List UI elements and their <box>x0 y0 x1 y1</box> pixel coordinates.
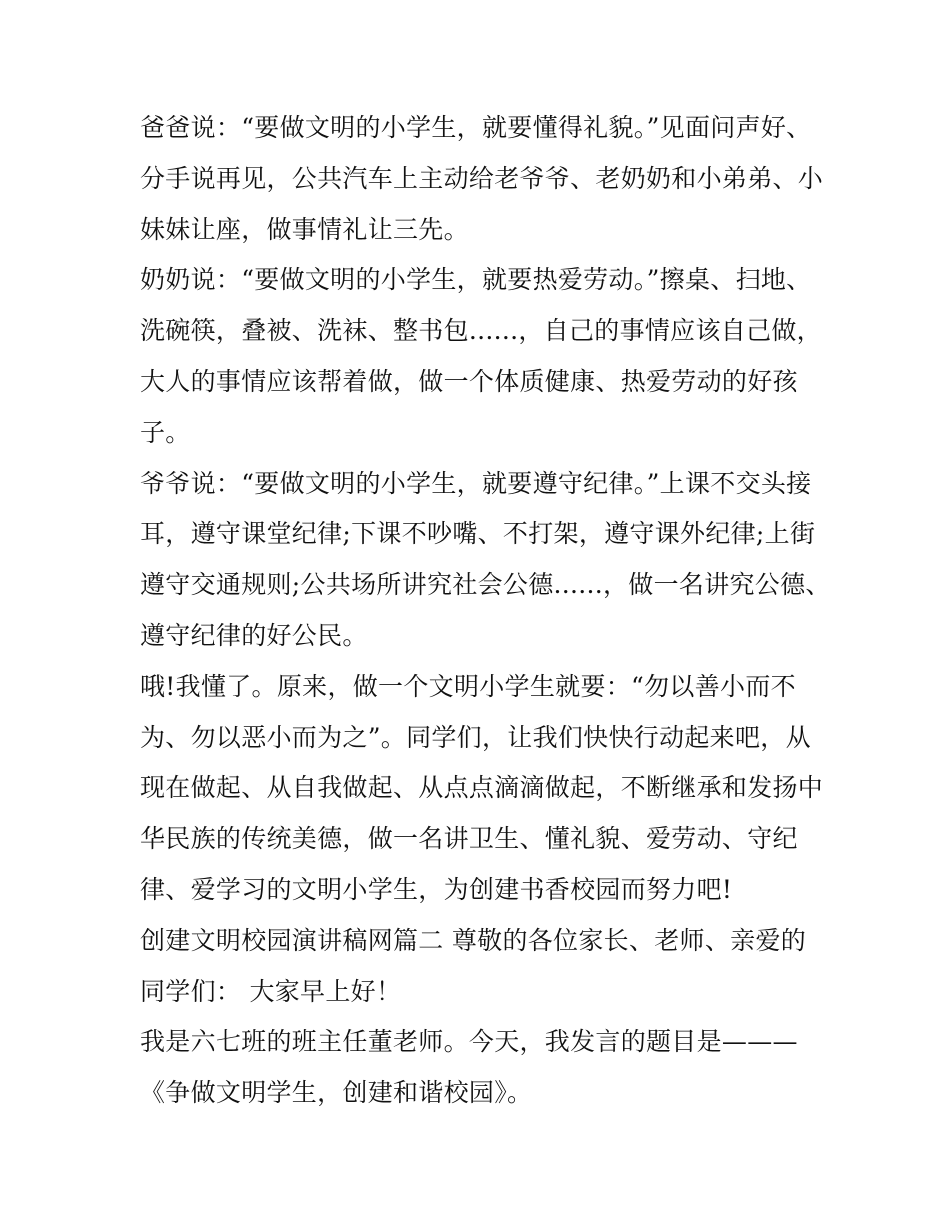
text-line: 遵守交通规则;公共场所讲究社会公德......，做一名讲究公德、 <box>140 570 831 600</box>
text-line: 耳，遵守课堂纪律;下课不吵嘴、不打架，遵守课外纪律;上街 <box>140 519 816 549</box>
text-line: 我是六七班的班主任董老师。今天，我发言的题目是——— <box>140 1027 798 1057</box>
text-line: 奶奶说：“要做文明的小学生，就要热爱劳动。”擦桌、扫地、 <box>140 265 812 295</box>
text-line: 律、爱学习的文明小学生，为创建书香校园而努力吧! <box>140 874 733 904</box>
text-line: 爷爷说：“要做文明的小学生，就要遵守纪律。”上课不交头接 <box>140 468 812 498</box>
text-line: 遵守纪律的好公民。 <box>140 620 368 650</box>
text-line: 哦!我懂了。原来，做一个文明小学生就要：“勿以善小而不 <box>140 671 796 701</box>
speech-text <box>140 103 831 1119</box>
text-line: 《争做文明学生，创建和谐校园》。 <box>140 1078 533 1108</box>
text-line: 妹妹让座，做事情礼让三先。 <box>140 214 469 244</box>
text-line: 爸爸说：“要做文明的小学生，就要懂得礼貌。”见面问声好、 <box>140 113 812 142</box>
text-line: 创建文明校园演讲稿网篇二 尊敬的各位家长、老师、亲爱的 <box>140 925 807 955</box>
text-line: 为、勿以恶小而为之”。同学们，让我们快快行动起来吧，从 <box>140 722 811 752</box>
text-line: 子。 <box>140 417 191 447</box>
text-line: 大人的事情应该帮着做，做一个体质健康、热爱劳动的好孩 <box>140 366 798 396</box>
text-line: 同学们： 大家早上好！ <box>140 976 402 1006</box>
text-line: 分手说再见，公共汽车上主动给老爷爷、老奶奶和小弟弟、小 <box>140 163 824 193</box>
text-line: 华民族的传统美德，做一名讲卫生、懂礼貌、爱劳动、守纪 <box>140 824 798 854</box>
text-line: 现在做起、从自我做起、从点点滴滴做起，不断继承和发扬中 <box>140 773 824 803</box>
text-line: 洗碗筷，叠被、洗袜、整书包......，自己的事情应该自己做， <box>140 316 822 346</box>
